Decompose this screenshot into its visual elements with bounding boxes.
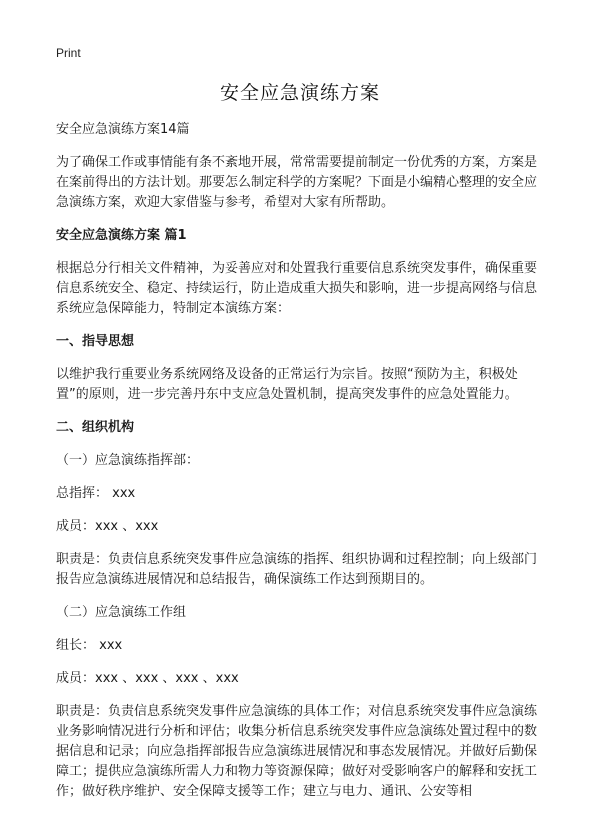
document-subtitle: 安全应急演练方案14篇 [56,122,190,137]
work-group-heading: （二）应急演练工作组 [56,605,187,620]
org-heading: 二、组织机构 [56,420,135,435]
command-heading: （一）应急演练指挥部： [56,453,200,468]
guiding-heading: 一、指导思想 [56,334,135,349]
section1-heading: 安全应急演练方案 篇1 [56,228,187,243]
group-duties-paragraph: 职责是：负责信息系统突发事件应急演练的具体工作；对信息系统突发事件应急演练业务影响情况进行分析和评估；收集分析信息系统突发事件应急演练处置过程中的数据信息和记录；向应急指挥部报告应急演练进展情况和事态发展情况。并做好后勤保障工；提供应急演练所需人力和物力等资源保障；做好对受影响客户的解释和安抚工作；做好秩序维护、安全保障支援等工作；建立与电力、通讯、公安等相 [56,704,538,799]
document-body [56,120,544,815]
intro-paragraph: 为了确保工作或事情能有条不紊地开展，常常需要提前制定一份优秀的方案，方案是在案前得出的方法计划。那要怎么制定科学的方案呢？下面是小编精心整理的安全应急演练方案，欢迎大家借鉴与参考，希望对大家有所帮助。 [56,155,538,210]
commander-line: 总指挥： xxx [56,486,136,501]
print-label: Print [56,46,81,60]
guiding-paragraph: 以维护我行重要业务系统网络及设备的正常运行为宗旨。按照“预防为主，积极处置”的原则，进一步完善丹东中支应急处置机制，提高突发事件的应急处置能力。 [56,367,518,402]
command-members-line: 成员：xxx 、xxx [56,519,159,534]
group-members-line: 成员：xxx 、xxx 、xxx 、xxx [56,671,239,686]
command-duties-paragraph: 职责是：负责信息系统突发事件应急演练的指挥、组织协调和过程控制；向上级部门报告应急演练进展情况和总结报告，确保演练工作达到预期目的。 [56,552,538,587]
group-leader-line: 组长： xxx [56,638,123,653]
page-title: 安全应急演练方案 [219,82,380,104]
section1-paragraph: 根据总分行相关文件精神，为妥善应对和处置我行重要信息系统突发事件，确保重要信息系统安全、稳定、持续运行，防止造成重大损失和影响，进一步提高网络与信息系统应急保障能力，特制定本演练方案： [56,261,538,316]
